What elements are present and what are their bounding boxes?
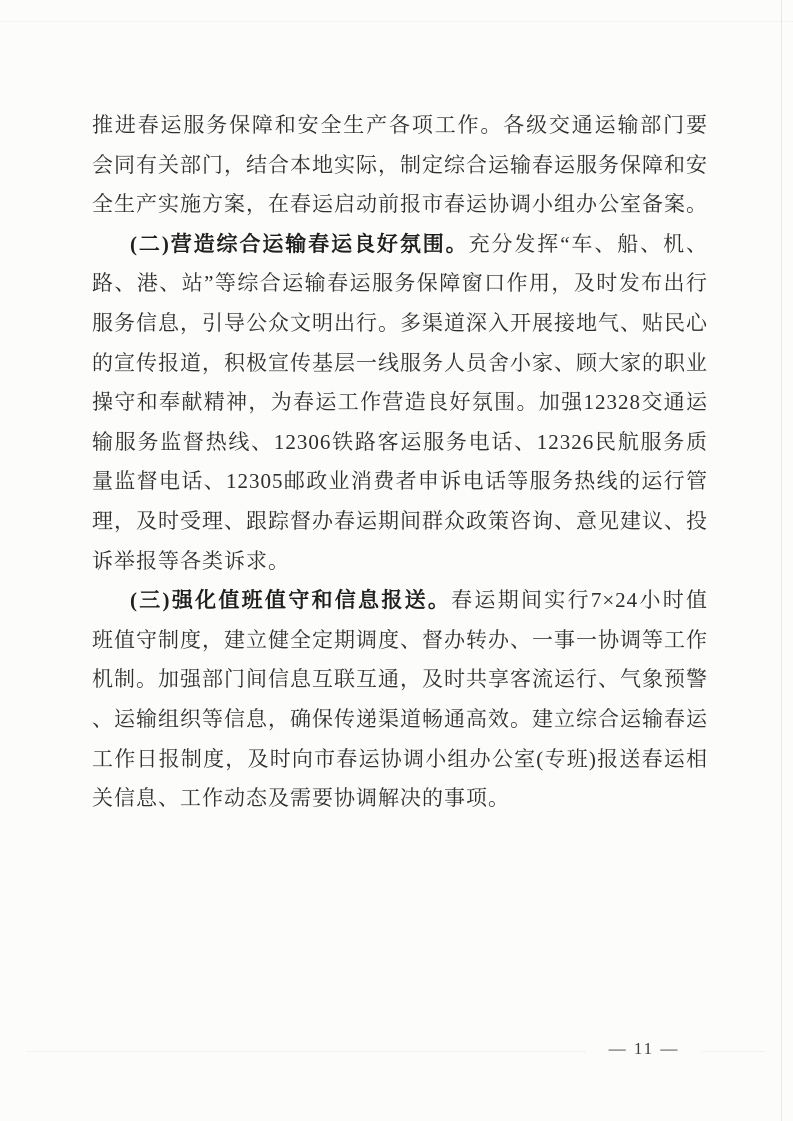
text-run: 路、港、站”等综合运输春运服务保障窗口作用，及时发布出行 <box>92 271 708 296</box>
text-line <box>92 106 708 146</box>
text-line <box>92 542 708 582</box>
text-run: 诉举报等各类诉求。 <box>92 548 290 573</box>
text-line <box>92 146 708 186</box>
scan-artifact-top-line <box>0 21 793 22</box>
text-run: 服务信息，引导公众文明出行。多渠道深入开展接地气、贴民心 <box>92 310 708 335</box>
text-run: 量监督电话、12305邮政业消费者申诉电话等服务热线的运行管 <box>92 469 708 494</box>
text-run: 全生产实施方案，在春运启动前报市春运协调小组办公室备案。 <box>92 192 708 217</box>
text-line <box>92 700 708 740</box>
text-line <box>92 423 708 463</box>
scan-artifact-right-edge-line <box>781 0 782 1121</box>
text-line <box>92 621 708 661</box>
text-run: 关信息、工作动态及需要协调解决的事项。 <box>92 786 510 811</box>
text-run: 班值守制度，建立健全定期调度、督办转办、一事一协调等工作 <box>92 627 708 652</box>
text-line <box>92 502 708 542</box>
text-line <box>92 740 708 780</box>
document-body-text <box>92 106 708 819</box>
text-line <box>92 581 708 621</box>
text-run: 春运期间实行7×24小时值 <box>451 588 708 613</box>
page-number: — 11 — <box>586 1039 702 1059</box>
text-run: 、运输组织等信息，确保传递渠道畅通高效。建立综合运输春运 <box>92 706 708 731</box>
text-run: 操守和奉献精神，为春运工作营造良好氛围。加强12328交通运 <box>92 390 708 415</box>
text-line <box>92 185 708 225</box>
text-line <box>92 264 708 304</box>
text-line <box>92 462 708 502</box>
text-line <box>92 304 708 344</box>
text-run: 的宣传报道，积极宣传基层一线服务人员舍小家、顾大家的职业 <box>92 350 708 375</box>
section-heading-3: (三)强化值班值守和信息报送。 <box>130 588 452 613</box>
text-run: 输服务监督热线、12306铁路客运服务电话、12326民航服务质 <box>92 429 708 454</box>
text-line <box>92 225 708 265</box>
text-run: 理，及时受理、跟踪督办春运期间群众政策咨询、意见建议、投 <box>92 508 708 533</box>
text-run: 充分发挥“车、船、机、 <box>468 231 708 256</box>
text-line <box>92 344 708 384</box>
text-run: 工作日报制度，及时向市春运协调小组办公室(专班)报送春运相 <box>92 746 708 771</box>
text-run: 机制。加强部门间信息互联互通，及时共享客流运行、气象预警 <box>92 667 708 692</box>
text-run: 会同有关部门，结合本地实际，制定综合运输春运服务保障和安 <box>92 152 708 177</box>
section-heading-2: (二)营造综合运输春运良好氛围。 <box>130 231 469 256</box>
text-line <box>92 383 708 423</box>
text-line <box>92 779 708 819</box>
text-line <box>92 660 708 700</box>
text-run: 推进春运服务保障和安全生产各项工作。各级交通运输部门要 <box>92 113 708 137</box>
